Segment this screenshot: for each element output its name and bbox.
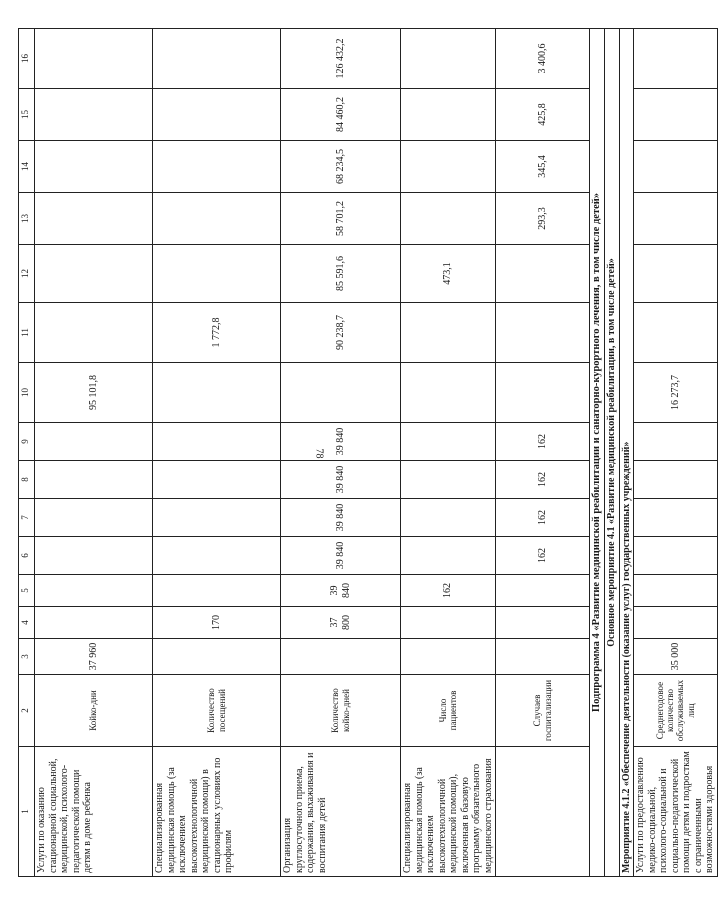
service-name-cell: Специализированная медицинская помощь (за исключением высокотехнологичной медицинской помощи), включенная в базовую программу обязательного медицинского страхования xyxy=(401,747,496,877)
value-cell xyxy=(35,461,153,499)
value-cell: 84 460,2 xyxy=(281,89,401,141)
col-header: 2 xyxy=(19,675,35,747)
measure-heading: Мероприятие 4.1.2 «Обеспечение деятельности (оказание услуг) государственных учреждений» xyxy=(619,29,634,877)
value-cell xyxy=(496,363,590,423)
value-cell xyxy=(634,245,718,303)
value-cell xyxy=(401,607,496,639)
value-cell xyxy=(401,193,496,245)
value-cell xyxy=(401,461,496,499)
value-cell: 35 000 xyxy=(634,639,718,675)
value-cell xyxy=(634,499,718,537)
table-row xyxy=(401,29,496,877)
value-cell: 293,3 xyxy=(496,193,590,245)
col-header: 8 xyxy=(19,461,35,499)
value-cell xyxy=(35,499,153,537)
value-cell xyxy=(634,575,718,607)
value-cell xyxy=(35,537,153,575)
unit-cell: Количество койко-дней xyxy=(281,675,401,747)
rotated-page xyxy=(18,35,716,877)
value-cell: 68 234,5 xyxy=(281,141,401,193)
value-cell xyxy=(401,29,496,89)
value-cell xyxy=(153,193,281,245)
col-header: 11 xyxy=(19,303,35,363)
unit-cell: Случаев госпитализации xyxy=(496,675,590,747)
value-cell: 39 840 xyxy=(281,423,401,461)
value-cell xyxy=(634,607,718,639)
value-cell xyxy=(401,499,496,537)
value-cell: 162 xyxy=(496,499,590,537)
value-cell xyxy=(401,141,496,193)
table-row xyxy=(634,29,718,877)
value-cell xyxy=(401,639,496,675)
value-cell xyxy=(634,303,718,363)
value-cell xyxy=(634,461,718,499)
value-cell: 425,8 xyxy=(496,89,590,141)
page-number: 78 xyxy=(313,448,325,459)
col-header: 4 xyxy=(19,607,35,639)
section-row xyxy=(619,29,634,877)
value-cell xyxy=(634,423,718,461)
value-cell xyxy=(35,245,153,303)
value-cell xyxy=(153,363,281,423)
value-cell xyxy=(153,537,281,575)
value-cell xyxy=(35,303,153,363)
value-cell: 170 xyxy=(153,607,281,639)
col-header: 13 xyxy=(19,193,35,245)
service-name-cell: Организация круглосуточного приема, содержания, выхаживания и воспитания детей xyxy=(281,747,401,877)
col-header: 5 xyxy=(19,575,35,607)
value-cell xyxy=(634,537,718,575)
value-cell xyxy=(496,303,590,363)
value-cell xyxy=(153,29,281,89)
value-cell: 37 960 xyxy=(35,639,153,675)
value-cell xyxy=(281,363,401,423)
value-cell xyxy=(35,89,153,141)
col-header: 12 xyxy=(19,245,35,303)
value-cell xyxy=(496,607,590,639)
value-cell xyxy=(35,141,153,193)
table-row xyxy=(496,29,590,877)
value-cell: 39 840 xyxy=(281,461,401,499)
value-cell: 16 273,7 xyxy=(634,363,718,423)
value-cell xyxy=(35,575,153,607)
value-cell xyxy=(401,537,496,575)
unit-cell: Среднегодовое количество обслуживаемых лиц xyxy=(634,675,718,747)
value-cell: 126 432,2 xyxy=(281,29,401,89)
value-cell xyxy=(153,141,281,193)
value-cell xyxy=(634,193,718,245)
col-header: 1 xyxy=(19,747,35,877)
unit-cell: Количество посещений xyxy=(153,675,281,747)
col-header: 7 xyxy=(19,499,35,537)
col-header: 6 xyxy=(19,537,35,575)
value-cell: 1 772,8 xyxy=(153,303,281,363)
value-cell: 162 xyxy=(496,461,590,499)
value-cell xyxy=(401,363,496,423)
subprogram-heading: Подпрограмма 4 «Развитие медицинской реабилитации и санаторно-курортного лечения, в том числе детей» xyxy=(590,29,605,877)
col-header: 9 xyxy=(19,423,35,461)
value-cell xyxy=(153,245,281,303)
table-row xyxy=(35,29,153,877)
main-measure-heading: Основное мероприятие 4.1 «Развитие медицинской реабилитации, в том числе детей» xyxy=(605,29,620,877)
value-cell: 37 800 xyxy=(281,607,401,639)
value-cell xyxy=(153,423,281,461)
value-cell: 95 101,8 xyxy=(35,363,153,423)
value-cell xyxy=(401,423,496,461)
value-cell xyxy=(153,575,281,607)
value-cell xyxy=(35,29,153,89)
service-name-cell: Услуги по предоставлению медико-социальной, психолого-социальной и социально-педагогической помощи детям и подросткам с ограниченными возможностями здоровья xyxy=(634,747,718,877)
value-cell xyxy=(153,639,281,675)
value-cell: 162 xyxy=(496,537,590,575)
value-cell: 90 238,7 xyxy=(281,303,401,363)
service-name-cell: Специализированная медицинская помощь (за исключением высокотехнологичной медицинской помощи) в стационарных условиях по профилям xyxy=(153,747,281,877)
header-row xyxy=(19,29,35,877)
table-row xyxy=(153,29,281,877)
section-row xyxy=(605,29,620,877)
value-cell xyxy=(496,639,590,675)
value-cell: 39 840 xyxy=(281,499,401,537)
value-cell: 85 591,6 xyxy=(281,245,401,303)
value-cell: 58 701,2 xyxy=(281,193,401,245)
service-name-cell xyxy=(496,747,590,877)
value-cell: 345,4 xyxy=(496,141,590,193)
unit-cell: Койко-дни xyxy=(35,675,153,747)
col-header: 14 xyxy=(19,141,35,193)
value-cell: 162 xyxy=(401,575,496,607)
col-header: 15 xyxy=(19,89,35,141)
value-cell xyxy=(496,245,590,303)
col-header: 10 xyxy=(19,363,35,423)
col-header: 3 xyxy=(19,639,35,675)
value-cell xyxy=(35,423,153,461)
value-cell xyxy=(281,639,401,675)
unit-cell: Число пациентов xyxy=(401,675,496,747)
budget-table xyxy=(18,28,718,877)
value-cell xyxy=(634,29,718,89)
col-header: 16 xyxy=(19,29,35,89)
value-cell xyxy=(401,89,496,141)
value-cell xyxy=(153,499,281,537)
value-cell: 162 xyxy=(496,423,590,461)
value-cell xyxy=(496,575,590,607)
value-cell xyxy=(634,141,718,193)
value-cell: 3 400,6 xyxy=(496,29,590,89)
value-cell xyxy=(634,89,718,141)
value-cell: 39 840 xyxy=(281,537,401,575)
value-cell xyxy=(153,461,281,499)
value-cell xyxy=(401,303,496,363)
value-cell xyxy=(35,193,153,245)
value-cell: 39 840 xyxy=(281,575,401,607)
value-cell xyxy=(35,607,153,639)
section-row xyxy=(590,29,605,877)
service-name-cell: Услуги по оказанию стационарной социальной, медицинской, психолого-педагогической помощи детям в доме ребенка xyxy=(35,747,153,877)
value-cell: 473,1 xyxy=(401,245,496,303)
table-row xyxy=(281,29,401,877)
value-cell xyxy=(153,89,281,141)
